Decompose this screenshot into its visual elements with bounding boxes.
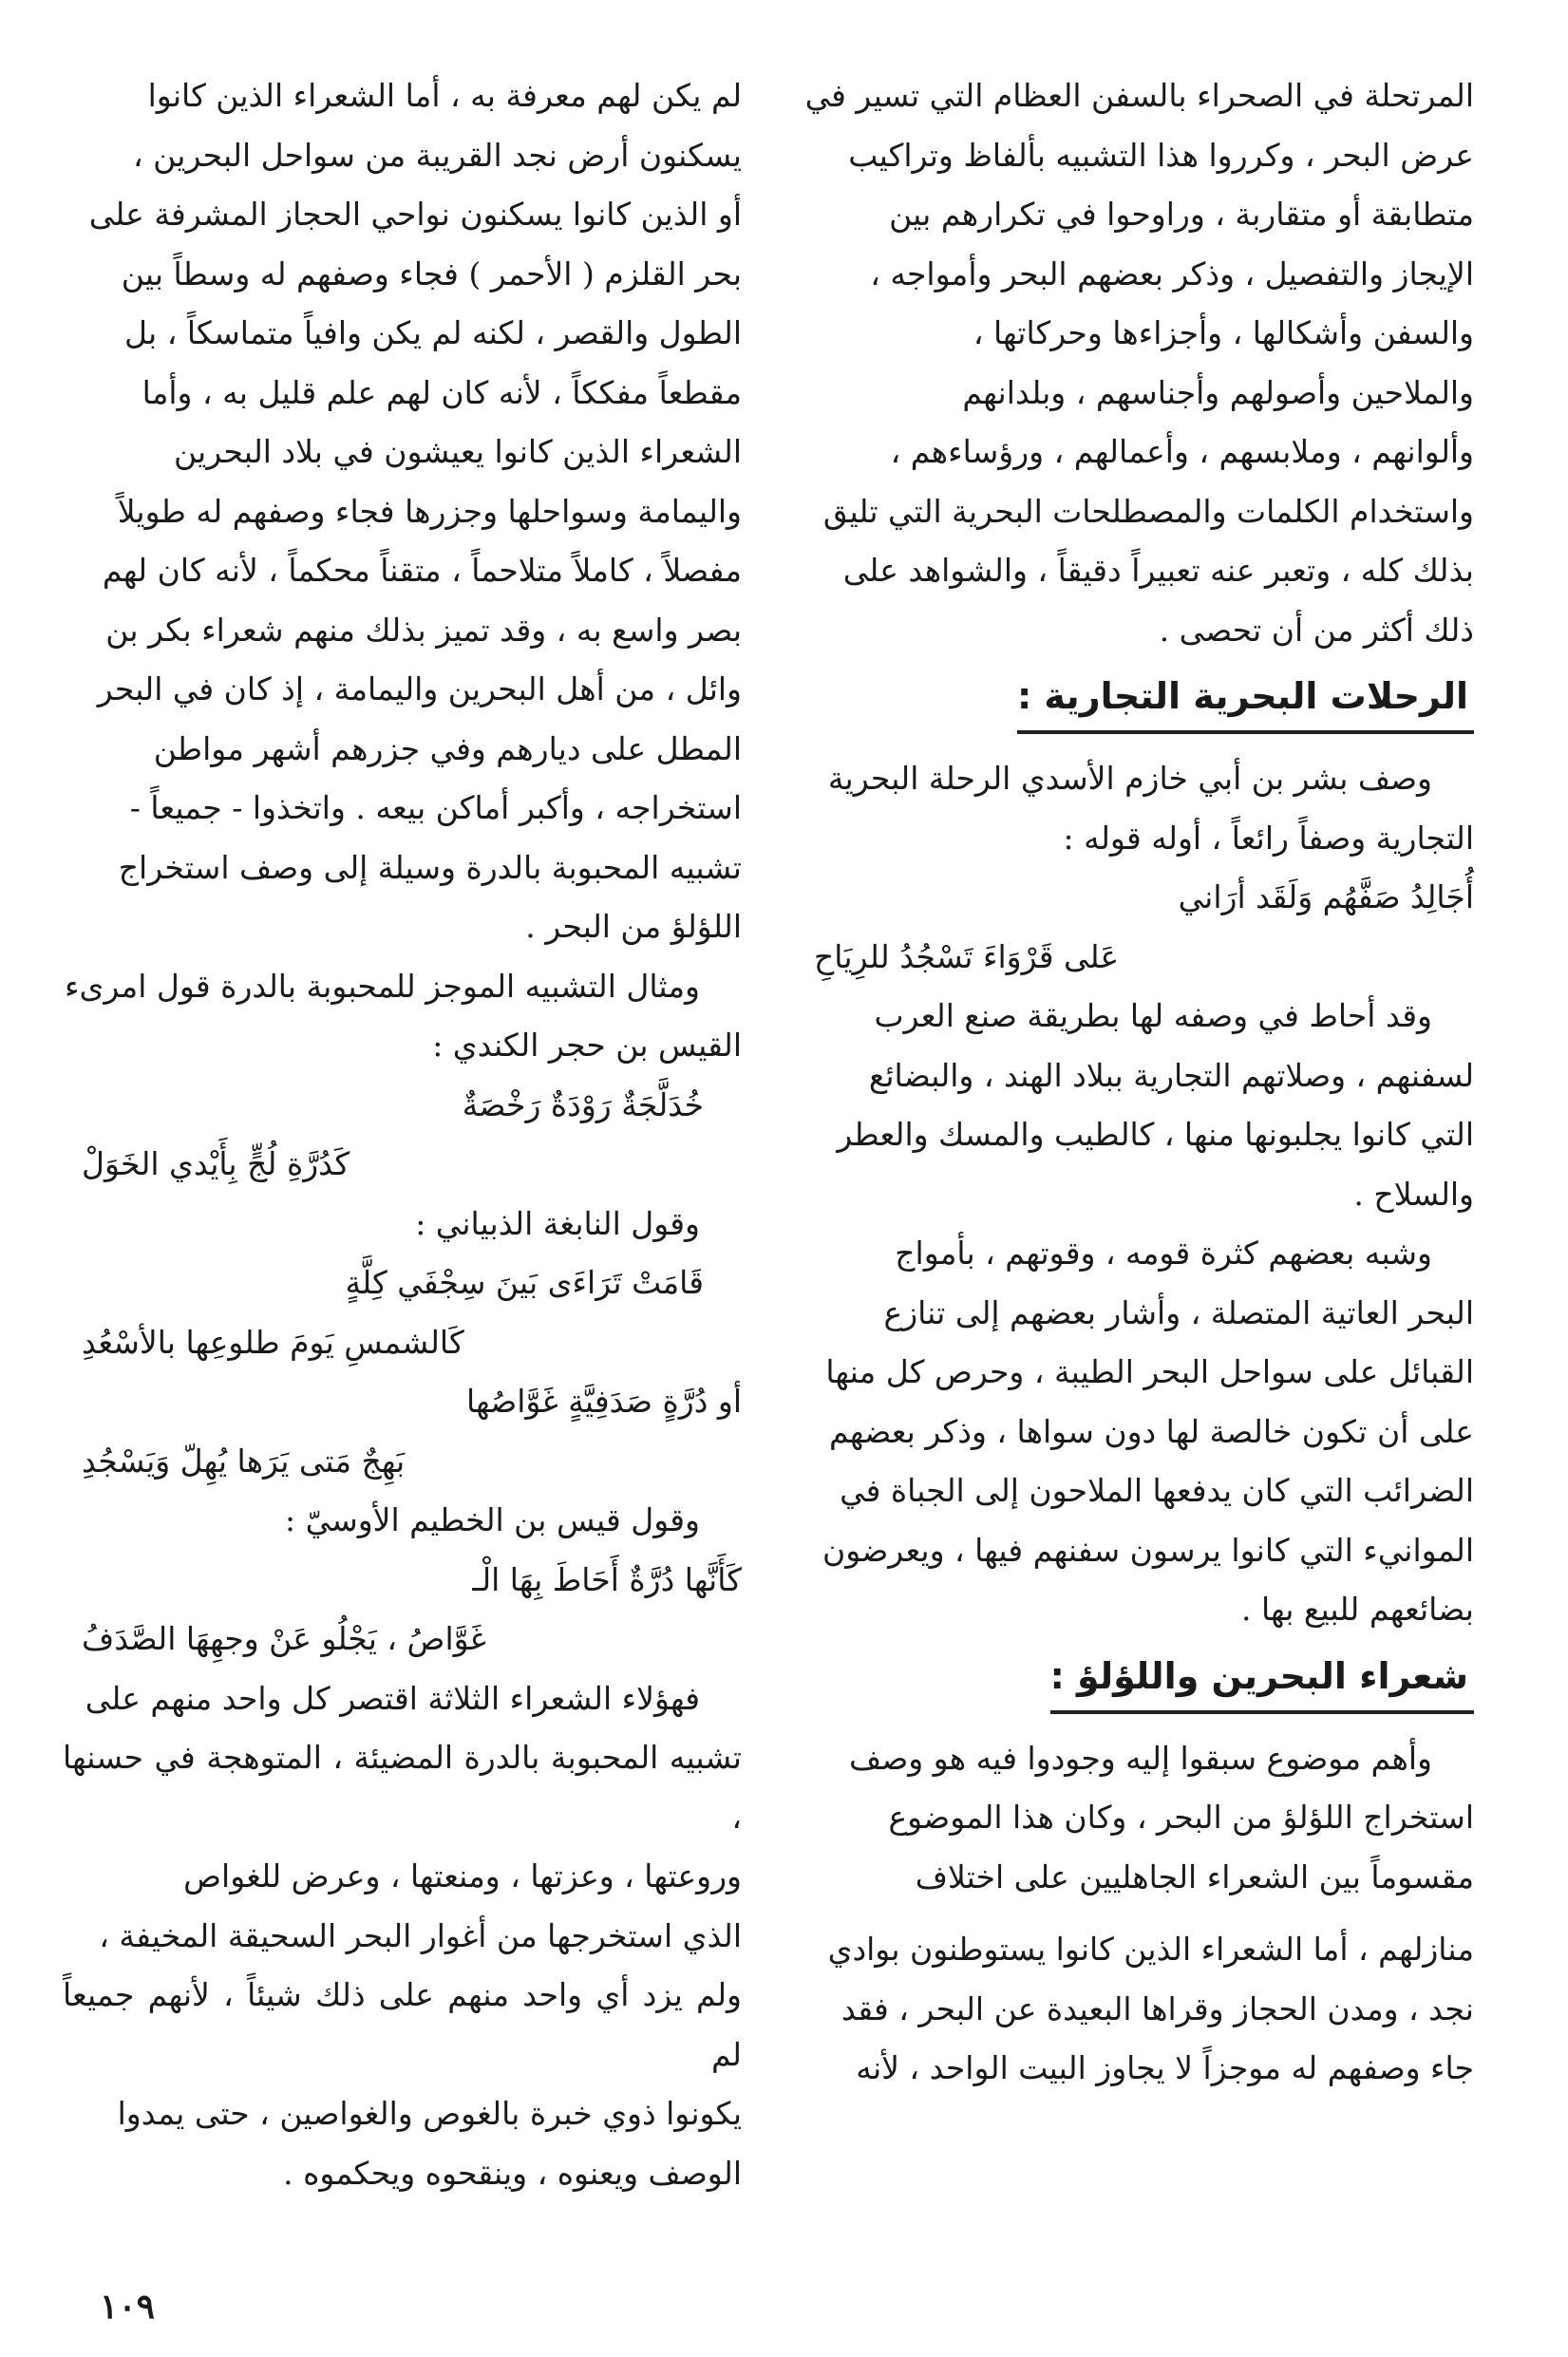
paragraph: لم يكن لهم معرفة به ، أما الشعراء الذين كانوا يسكنون أرض نجد القريبة من سواحل البحرين ، أو الذين كانوا يسكنون نواحي الحجاز المشرفة على بحر القلزم ( الأحمر ) فجاء وصفهم له وسطاً بين الطول والقصر ، لكنه لم يكن وافياً متماسكاً ، بل مقطعاً مفككاً ، لأنه كان لهم علم قليل به ، وأما الشعراء الذين كانوا يعيشون في بلاد البحرين واليمامة وسواحلها وجزرها فجاء وصفهم له طويلاً مفصلاً ، كاملاً متلاحماً ، متقناً محكماً ، لأنه كان لهم بصر واسع به ، وقد تميز بذلك منهم شعراء بكر بن وائل ، من أهل البحرين واليمامة ، إذ كان في البحر المطل على ديارهم وفي جزرهم أشهر مواطن استخراجه ، وأكبر أماكن بيعه . واتخذوا - جميعاً - تشبيه المحبوبة بالدرة وسيلة إلى وصف استخراج اللؤلؤ من البحر . (88, 77, 742, 945)
verse-line: عَلى قَرْوَاءَ تَسْجُدُ للرِيَاحِ (814, 937, 1120, 975)
verse-line: غَوَّاصُ ، يَجْلُو عَنْ وجهِهَا الصَّدَفُ (82, 1620, 486, 1657)
verse-line: كَدُرَّةِ لُجٍّ بِأَيْدي الخَوَلْ (82, 1145, 350, 1182)
paragraph: المرتحلة في الصحراء بالسفن العظام التي تسير في عرض البحر ، وكرروا هذا التشبيه بألفاظ وتراكيب متطابقة أو متقاربة ، وراوحوا في تكرارهم بين الإيجاز والتفصيل ، وذكر بعضهم البحر وأمواجه ، والسفن وأشكالها ، وأجزاءها وحركاتها ، والملاحين وأصولهم وأجناسهم ، وبلدانهم وألوانهم ، وملابسهم ، وأعمالهم ، ورؤساءهم ، واستخدام الكلمات والمصطلحات البحرية التي تليق بذلك كله ، وتعبر عنه تعبيراً دقيقاً ، والشواهد على ذلك أكثر من أن تحصى . (804, 77, 1474, 649)
right-column (795, 66, 1474, 2099)
paragraph: منازلهم ، أما الشعراء الذين كانوا يستوطنون بوادي نجد ، ومدن الحجاز وقراها البعيدة عن البحر ، فقد جاء وصفهم له موجزاً لا يجاوز البيت الواحد ، لأنه (827, 1931, 1474, 2086)
section-heading-trade-voyages: الرحلات البحرية التجارية : (1017, 666, 1474, 734)
verse-line: أُجَالِدُ صَفَّهُم وَلَقَد أرَاني (1178, 878, 1474, 915)
verse-line: خُدَلَّجَةٌ رَوْدَةٌ رَخْصَةٌ (462, 1085, 704, 1123)
paragraph: وقد أحاط في وصفه لها بطريقة صنع العرب لسفنهم ، وصلاتهم التجارية ببلاد الهند ، والبضائع التي كانوا يجلبونها منها ، كالطيب والمسك والعطر والسلاح . (837, 997, 1474, 1213)
paragraph: وقول النابغة الذبياني : (415, 1204, 700, 1242)
page-number: ١٠٩ (100, 2287, 156, 2327)
verse-line: كَأَنَّها دُرَّةٌ أَحَاطَ بِهَا الْـ (472, 1560, 742, 1598)
paragraph: وقول قيس بن الخطيم الأوسيّ : (284, 1501, 700, 1538)
paragraph: وصف بشر بن أبي خازم الأسدي الرحلة البحرية التجارية وصفاً رائعاً ، أوله قوله : (827, 760, 1474, 857)
paragraph: فهؤلاء الشعراء الثلاثة اقتصر كل واحد منهم على تشبيه المحبوبة بالدرة المضيئة ، المتوهجة في حسنها ، وروعتها ، وعزتها ، ومنعتها ، وعرض للغواص الذي استخرجها من أغوار البحر السحيقة المخيفة ، ولم يزد أي واحد منهم على ذلك شيئاً ، لأنهم جميعاً لم يكونوا ذوي خبرة بالغوص والغواصين ، حتى يمدوا الوصف ويعنوه ، وينقحوه ويحكموه . (63, 1679, 742, 2192)
verse-line: أو دُرَّةٍ صَدَفِيَّةٍ غَوَّاصُها (465, 1383, 742, 1420)
paragraph: ومثال التشبيه الموجز للمحبوبة بالدرة قول امرىء القيس بن حجر الكندي : (64, 967, 742, 1064)
left-column (63, 66, 742, 2203)
paragraph: وشبه بعضهم كثرة قومه ، وقوتهم ، بأمواج البحر العاتية المتصلة ، وأشار بعضهم إلى تنازع القبائل على سواحل البحر الطيبة ، وحرص كل منها على أن تكون خالصة لها دون سواها ، وذكر بعضهم الضرائب التي كان يدفعها الملاحون إلى الجباة في الموانيء التي كانوا يرسون سفنهم فيها ، ويعرضون بضائعهم للبيع بها . (822, 1235, 1474, 1628)
section-heading-bahrain-poets: شعراء البحرين واللؤلؤ : (1050, 1646, 1474, 1714)
verse-line: كَالشمسِ يَومَ طلوعِها بالأسْعُدِ (82, 1323, 464, 1361)
verse-line: قَامَتْ تَرَاءَى بَينَ سِجْفَي كِلَّةٍ (345, 1264, 704, 1301)
verse-line: بَهِجٌ مَتى يَرَها يُهِلّ وَيَسْجُدِ (82, 1442, 406, 1480)
paragraph: وأهم موضوع سبقوا إليه وجودوا فيه هو وصف استخراج اللؤلؤ من البحر ، وكان هذا الموضوع مقسوماً بين الشعراء الجاهليين على اختلاف (849, 1739, 1474, 1895)
